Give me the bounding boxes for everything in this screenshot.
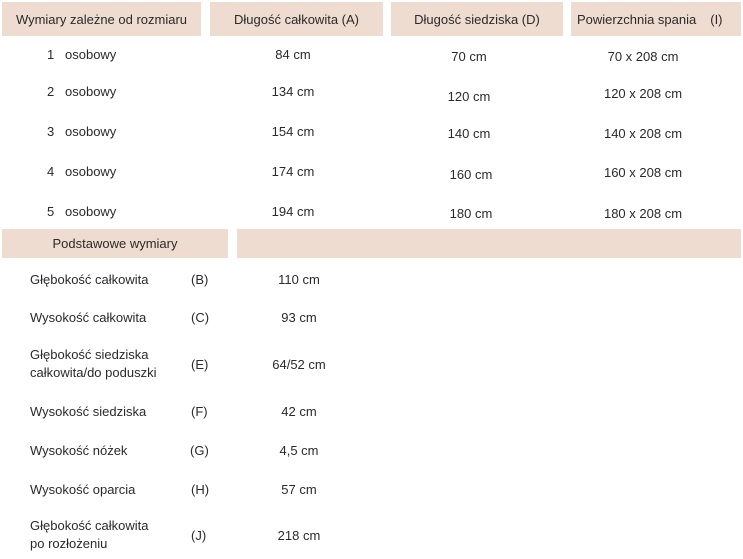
size-row-label: osobowy <box>65 124 117 139</box>
size-row-sleep-area: 140 x 208 cm <box>603 126 683 141</box>
header-seat-length <box>391 2 563 36</box>
header-total-length-label: Długość całkowita (A) <box>234 11 359 27</box>
header-seat-length-label: Długość siedziska (D) <box>414 11 540 27</box>
basic-row-label: Wysokość całkowita <box>30 310 147 325</box>
size-row-number: 2 <box>47 84 55 99</box>
size-row-seat-length: 180 cm <box>449 206 493 221</box>
size-row-number: 1 <box>47 47 55 62</box>
size-row-total-length: 174 cm <box>271 164 315 179</box>
size-row-seat-length: 70 cm <box>451 49 487 64</box>
basic-row-value: 218 cm <box>277 528 321 543</box>
header-size-dimensions <box>2 2 201 36</box>
basic-row-label: Wysokość siedziska <box>30 404 147 419</box>
basic-row-value: 64/52 cm <box>272 357 326 372</box>
basic-row-label <box>30 517 149 553</box>
header-total-length <box>210 2 383 36</box>
basic-row-label-line2: po rozłożeniu <box>30 536 108 551</box>
basic-row-value: 110 cm <box>278 272 320 287</box>
basic-row-label: Wysokość oparcia <box>30 482 136 497</box>
basic-row-label: Głębokość całkowita <box>30 272 149 287</box>
size-row-number: 3 <box>47 124 55 139</box>
size-row-label: osobowy <box>65 84 117 99</box>
basic-row-code: (G) <box>190 443 209 458</box>
basic-row-label-line1: Głębokość całkowita <box>30 518 149 533</box>
basic-row-code: (B) <box>191 272 209 287</box>
header-basic-dimensions-spacer <box>237 229 741 258</box>
size-row-sleep-area: 180 x 208 cm <box>603 206 683 221</box>
size-row-label: osobowy <box>65 47 117 62</box>
size-row-sleep-area: 120 x 208 cm <box>603 86 683 101</box>
size-row-seat-length: 140 cm <box>447 126 491 141</box>
basic-row-code: (E) <box>191 357 209 372</box>
basic-row-value: 4,5 cm <box>279 443 319 458</box>
size-row-number: 5 <box>47 204 55 219</box>
basic-row-value: 57 cm <box>281 482 317 497</box>
basic-row-code: (J) <box>191 528 207 543</box>
basic-row-label: Wysokość nóżek <box>30 443 128 458</box>
basic-row-code: (F) <box>191 404 208 419</box>
size-row-sleep-area: 160 x 208 cm <box>603 165 683 180</box>
basic-row-code: (C) <box>191 310 210 325</box>
header-sleep-area-label: Powierzchnia spania <box>577 11 697 27</box>
header-size-dimensions-label: Wymiary zależne od rozmiaru <box>15 11 188 27</box>
basic-row-label-line1: Głębokość siedziska <box>30 347 149 362</box>
size-row-total-length: 84 cm <box>275 47 311 62</box>
size-row-label: osobowy <box>65 204 117 219</box>
basic-row-label <box>30 346 156 382</box>
basic-row-code: (H) <box>191 482 210 497</box>
basic-row-value: 93 cm <box>281 310 317 325</box>
header-basic-dimensions <box>2 229 228 258</box>
size-row-seat-length: 160 cm <box>449 167 493 182</box>
size-row-sleep-area: 70 x 208 cm <box>607 49 679 64</box>
size-row-seat-length: 120 cm <box>447 89 491 104</box>
size-row-total-length: 154 cm <box>271 124 315 139</box>
size-row-label: osobowy <box>65 164 117 179</box>
size-row-number: 4 <box>47 164 55 179</box>
header-basic-dimensions-label: Podstawowe wymiary <box>52 236 178 251</box>
size-row-total-length: 194 cm <box>271 204 315 219</box>
size-row-total-length: 134 cm <box>271 84 315 99</box>
header-sleep-area-code: (I) <box>710 11 723 27</box>
basic-row-value: 42 cm <box>281 404 317 419</box>
header-sleep-area <box>571 2 741 36</box>
basic-row-label-line2: całkowita/do poduszki <box>30 365 157 380</box>
